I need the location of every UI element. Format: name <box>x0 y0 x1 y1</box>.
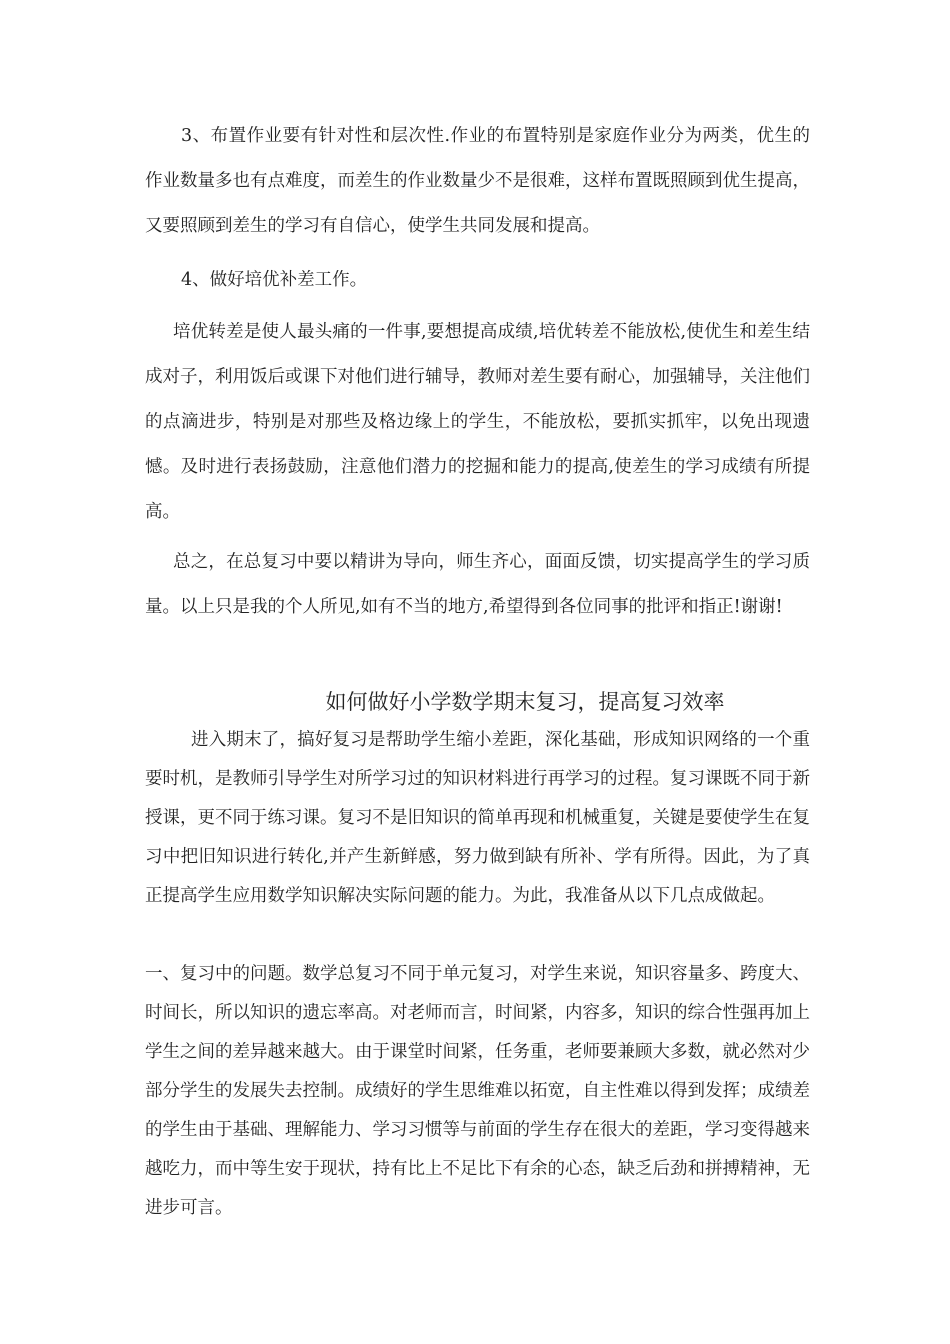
paragraph-conclusion: 总之，在总复习中要以精讲为导向，师生齐心，面面反馈，切实提高学生的学习质量。以上只是我的个人所见,如有不当的地方,希望得到各位同事的批评和指正!谢谢! <box>145 552 810 617</box>
paragraph-introduction: 进入期末了，搞好复习是帮助学生缩小差距，深化基础，形成知识网络的一个重要时机，是教师引导学生对所学习过的知识材料进行再学习的过程。复习课既不同于新授课，更不同于练习课。复习不是旧知识的简单再现和机械重复，关键是要使学生在复习中把旧知识进行转化,并产生新鲜感，努力做到缺有所补、学有所得。因此，为了真正提高学生应用数学知识解决实际问题的能力。为此，我准备从以下几点成做起。 <box>145 730 810 906</box>
paragraph-tutoring-body: 培优转差是使人最头痛的一件事,要想提高成绩,培优转差不能放松,使优生和差生结成对子，利用饭后或课下对他们进行辅导，教师对差生要有耐心，加强辅导，关注他们的点滴进步，特别是对那些及格边缘上的学生，不能放松，要抓实抓牢，以免出现遗憾。及时进行表扬鼓励，注意他们潜力的挖掘和能力的提高,使差生的学习成绩有所提高。 <box>145 322 810 522</box>
paragraph-tutoring-heading: 4、做好培优补差工作。 <box>181 270 368 290</box>
paragraph-review-problems: 一、复习中的问题。数学总复习不同于单元复习，对学生来说，知识容量多、跨度大、时间长，所以知识的遗忘率高。对老师而言，时间紧，内容多，知识的综合性强再加上学生之间的差异越来越大。由于课堂时间紧，任务重，老师要兼顾大多数，就必然对少部分学生的发展失去控制。成绩好的学生思维难以拓宽，自主性难以得到发挥；成绩差的学生由于基础、理解能力、学习习惯等与前面的学生存在很大的差距，学习变得越来越吃力，而中等生安于现状，持有比上不足比下有余的心态，缺乏后劲和拼搏精神，无进步可言。 <box>145 964 810 1218</box>
paragraph-homework-assignment: 3、布置作业要有针对性和层次性.作业的布置特别是家庭作业分为两类，优生的作业数量多也有点难度，而差生的作业数量少不是很难，这样布置既照顾到优生提高，又要照顾到差生的学习有自信心，使学生共同发展和提高。 <box>145 126 810 236</box>
article-title: 如何做好小学数学期末复习，提高复习效率 <box>325 690 725 714</box>
